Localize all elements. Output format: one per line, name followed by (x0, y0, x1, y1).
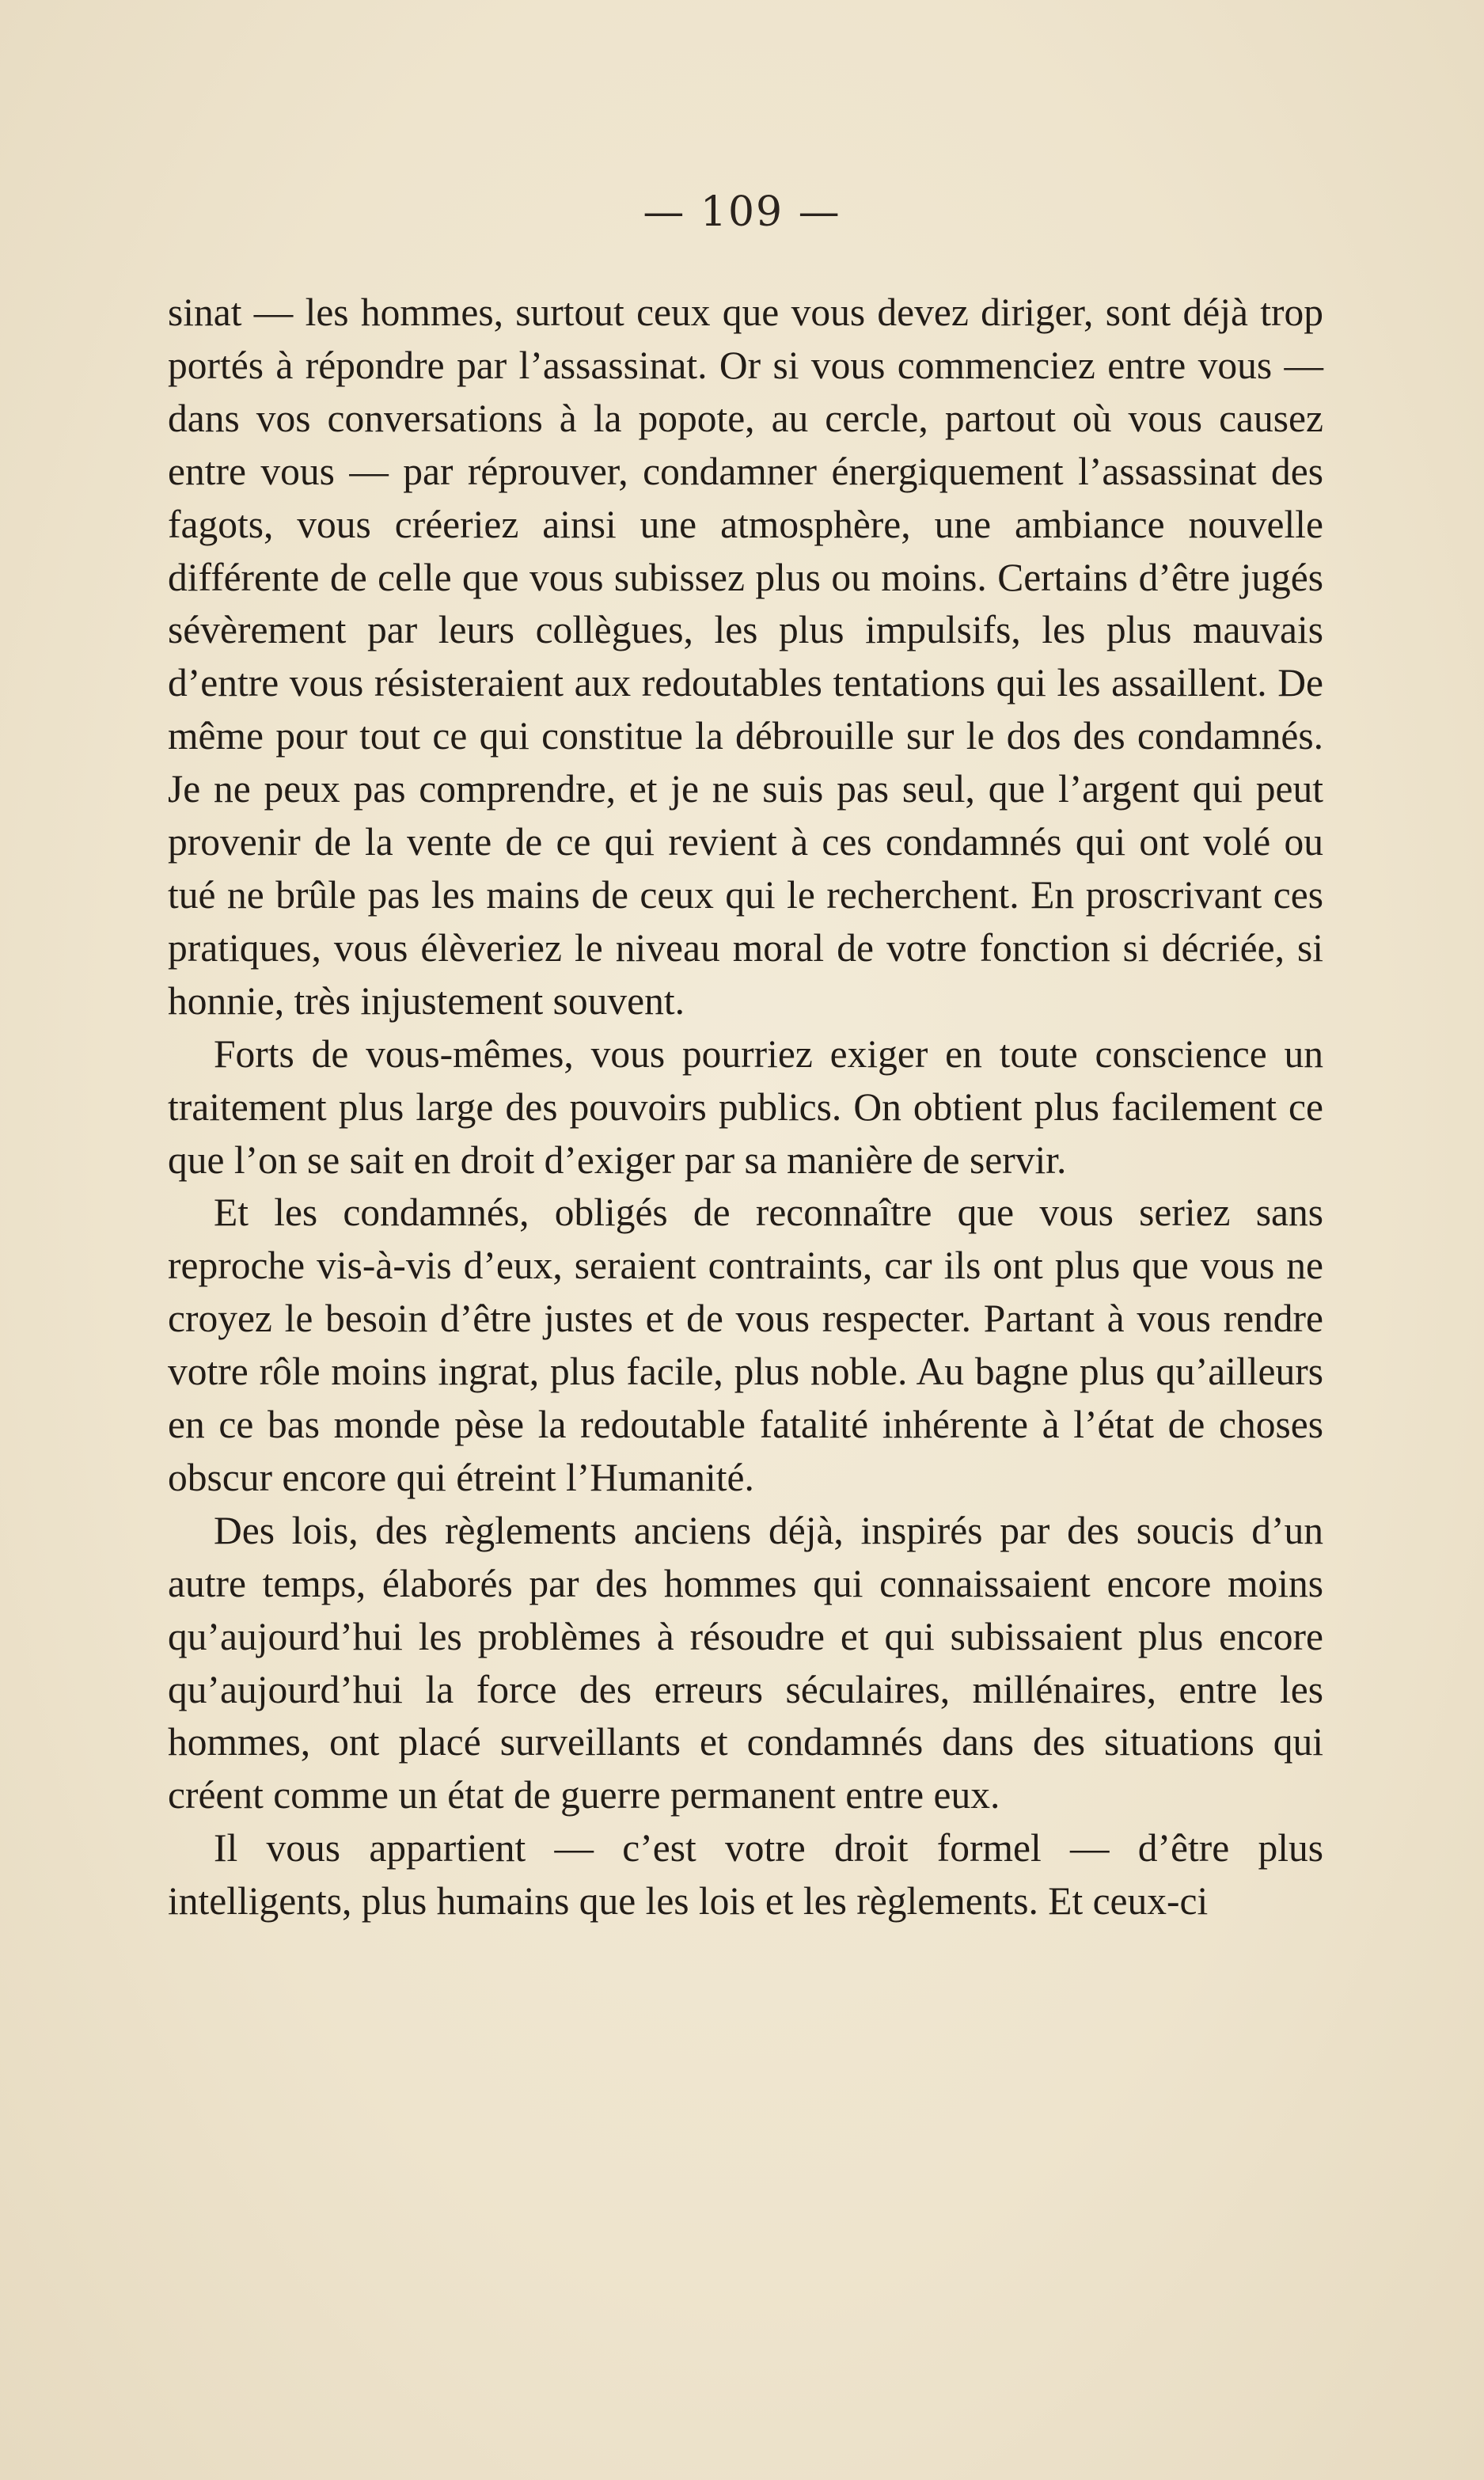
paragraph-5: Il vous appartient — c’est votre droit formel — d’être plus intelligents, plus humains que les lois et les règlements. Et ceux-ci (168, 1826, 1323, 1924)
paragraph-4: Des lois, des règlements anciens déjà, inspirés par des soucis d’un autre temps, élaborés par des hommes qui connaissaient encore moins qu’aujourd’hui les problèmes à résoudre et qui subissaient plus encore qu’aujourd’hui la force des erreurs séculaires, millénaires, entre les hommes, ont placé surveillants et condamnés dans des situations qui créent comme un état de guerre permanent entre eux. (168, 1508, 1323, 1817)
paragraph-3: Et les condamnés, obligés de reconnaître que vous seriez sans reproche vis-à-vis d’eux, seraient contraints, car ils ont plus que vous ne croyez le besoin d’être justes et de vous respecter. Partant à vous rendre votre rôle moins ingrat, plus facile, plus noble. Au bagne plus qu’ailleurs en ce bas monde pèse la redoutable fatalité inhérente à l’état de choses obscur encore qui étreint l’Humanité. (168, 1191, 1323, 1499)
page-number: — 109 — (643, 188, 841, 236)
paragraph-2: Forts de vous-mêmes, vous pourriez exiger en toute conscience un traitement plus large des pouvoirs publics. On obtient plus facilement ce que l’on se sait en droit d’exiger par sa manière de servir. (168, 1031, 1323, 1182)
paragraph-1: sinat — les hommes, surtout ceux que vous devez diriger, sont déjà trop portés à répondre par l’assassinat. Or si vous commenciez entre vous — dans vos conversations à la popote, au cercle, partout où vous causez entre vous — par réprouver, condamner énergiquement l’assassinat des fagots, vous créeriez ainsi une atmosphère, une ambiance nouvelle différente de celle que vous subissez plus ou moins. Certains d’être jugés sévèrement par leurs collègues, les plus impulsifs, les plus mauvais d’entre vous résisteraient aux redoutables tentations qui les assaillent. De même pour tout ce qui constitue la débrouille sur le dos des condamnés. Je ne peux pas comprendre, et je ne suis pas seul, que l’argent qui peut provenir de la vente de ce qui revient à ces condamnés qui ont volé ou tué ne brûle pas les mains de ceux qui le recherchent. En proscrivant ces pratiques, vous élèveriez le niveau moral de votre fonction si décriée, si honnie, très injustement souvent. (168, 291, 1323, 1023)
body-text (168, 287, 1323, 1928)
